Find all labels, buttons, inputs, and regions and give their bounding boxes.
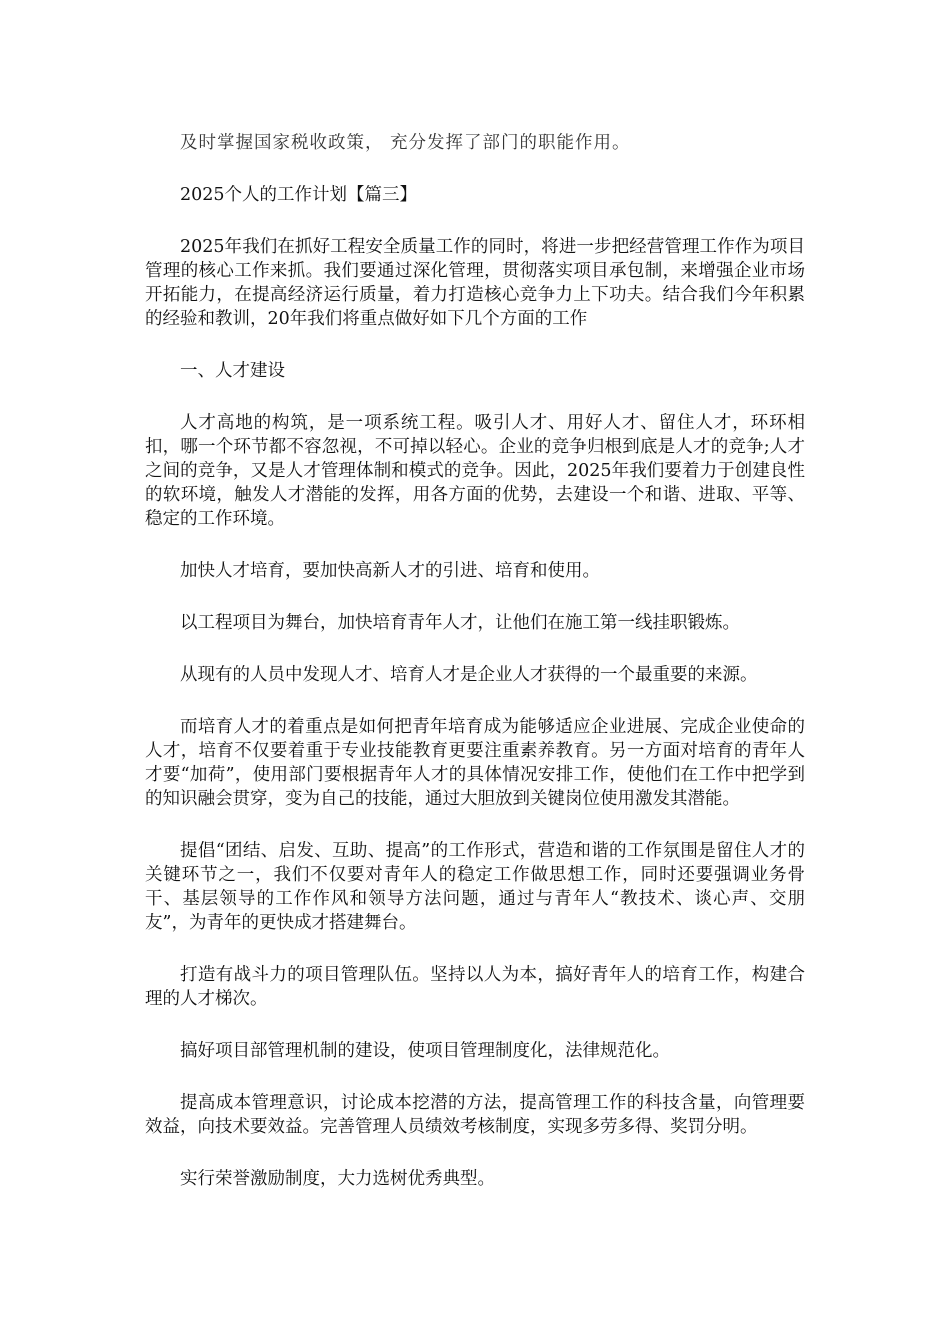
paragraph-training-focus: 而培育人才的着重点是如何把青年培育成为能够适应企业进展、完成企业使命的人才，培育不仅要着重于专业技能教育更要注重素养教育。另一方面对培育的青年人才要“加荷”，使用部门要根据青年人才的具体情况安排工作，使他们在工作中把学到的知识融会贯穿，变为自己的技能，通过大胆放到关键岗位使用激发其潜能。 [145, 717, 805, 809]
paragraph-harmony-atmosphere: 提倡“团结、启发、互助、提高”的工作形式，营造和谐的工作氛围是留住人才的关键环节之一，我们不仅要对青年人的稳定工作做思想工作，同时还要强调业务骨干、基层领导的工作作风和领导方法问题，通过与青年人“教技术、谈心声、交朋友”，为青年的更快成才搭建舞台。 [145, 841, 805, 933]
paragraph-project-stage: 以工程项目为舞台，加快培育青年人才，让他们在施工第一线挂职锻炼。 [180, 613, 740, 633]
paragraph-talent-cultivation: 加快人才培育，要加快高新人才的引进、培育和使用。 [180, 561, 600, 581]
paragraph-cost-management: 提高成本管理意识，讨论成本挖潜的方法，提高管理工作的科技含量，向管理要效益，向技术要效益。完善管理人员绩效考核制度，实现多劳多得、奖罚分明。 [145, 1093, 805, 1137]
section-heading-plan-part-three: 2025个人的工作计划【篇三】 [180, 185, 418, 205]
paragraph-honor-incentive: 实行荣誉激励制度，大力选树优秀典型。 [180, 1169, 495, 1189]
paragraph-intro: 2025年我们在抓好工程安全质量工作的同时，将进一步把经营管理工作作为项目管理的核心工作来抓。我们要通过深化管理，贯彻落实项目承包制，来增强企业市场开拓能力，在提高经济运行质量，着力打造核心竞争力上下功夫。结合我们今年积累的经验和教训，20年我们将重点做好如下几个方面的工作 [145, 237, 805, 329]
paragraph-management-mechanism: 搞好项目部管理机制的建设，使项目管理制度化，法律规范化。 [180, 1041, 670, 1061]
paragraph-discover-talent: 从现有的人员中发现人才、培育人才是企业人才获得的一个最重要的来源。 [180, 665, 758, 685]
document-body [145, 131, 805, 1219]
paragraph-management-team: 打造有战斗力的项目管理队伍。坚持以人为本，搞好青年人的培育工作，构建合理的人才梯次。 [145, 965, 805, 1009]
section-heading-talent-building: 一、人才建设 [180, 361, 285, 381]
paragraph-tax-policy: 及时掌握国家税收政策， 充分发挥了部门的职能作用。 [180, 133, 631, 153]
paragraph-talent-highland: 人才高地的构筑，是一项系统工程。吸引人才、用好人才、留住人才，环环相扣，哪一个环节都不容忽视，不可掉以轻心。企业的竞争归根到底是人才的竞争;人才之间的竞争，又是人才管理体制和模式的竞争。因此，2025年我们要着力于创建良性的软环境，触发人才潜能的发挥，用各方面的优势，去建设一个和谐、进取、平等、稳定的工作环境。 [145, 413, 805, 529]
